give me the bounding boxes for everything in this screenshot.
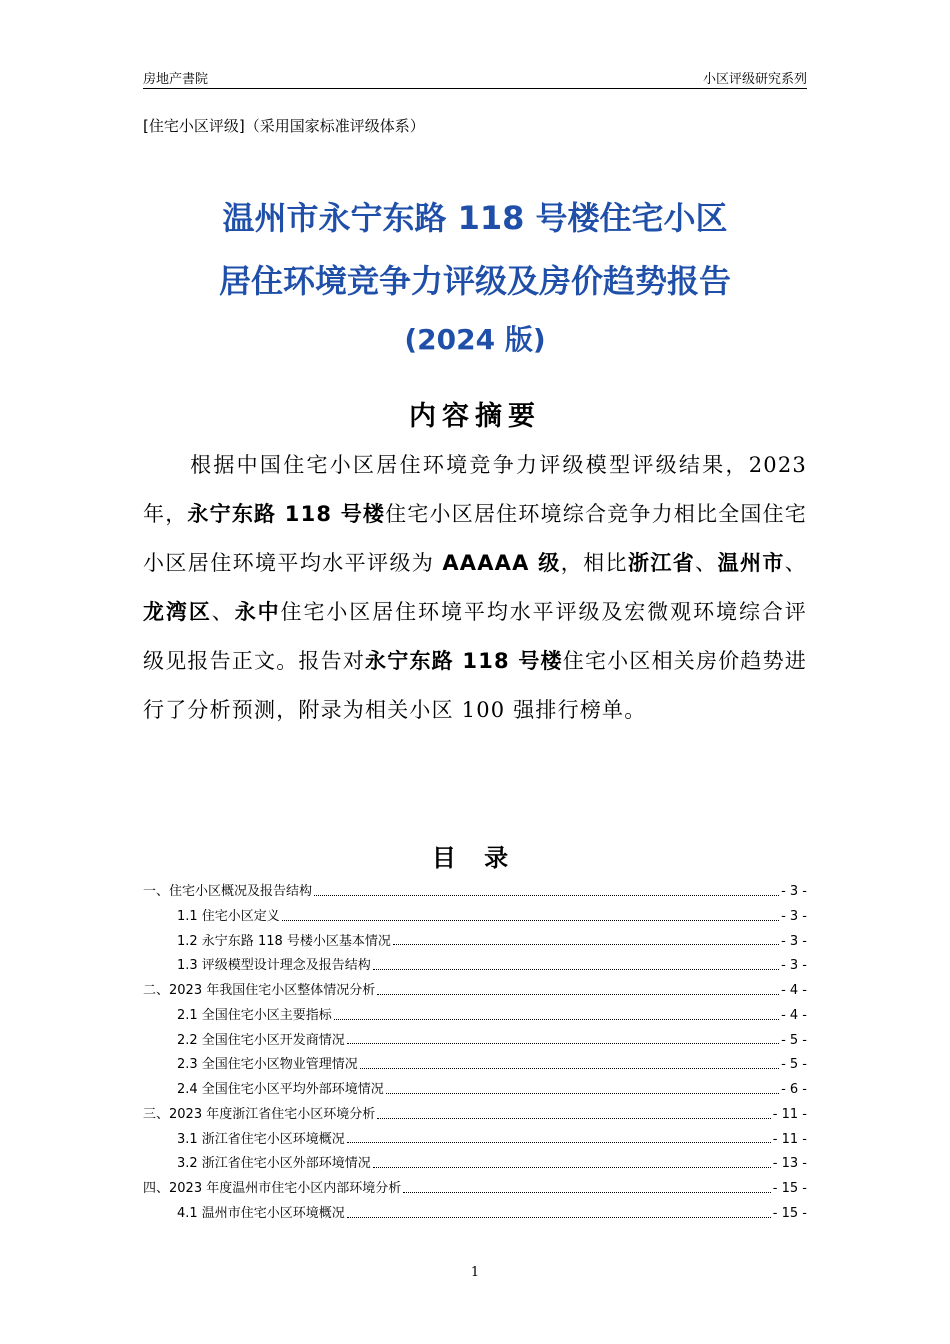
toc-entry-label: 3.2 浙江省住宅小区外部环境情况 — [177, 1156, 371, 1172]
toc-entry-page: - 11 - — [772, 1131, 807, 1147]
toc-entry[interactable] — [143, 1177, 807, 1202]
abstract-text: 住宅小区相关房价趋势进行了分析预测，附录为相关小区 100 强排行榜单。 — [143, 649, 807, 722]
toc-entry[interactable] — [143, 905, 807, 930]
toc-entry-page: - 5 - — [781, 1032, 807, 1048]
toc-leader-dots — [282, 920, 779, 921]
toc-leader-dots — [314, 895, 779, 896]
header-series: 小区评级研究系列 — [702, 72, 807, 87]
toc-entry-label: 2.4 全国住宅小区平均外部环境情况 — [177, 1082, 384, 1097]
toc-entry-label: 3.1 浙江省住宅小区环境概况 — [177, 1131, 345, 1147]
toc-entry[interactable] — [143, 1202, 807, 1227]
toc-leader-dots — [393, 944, 779, 945]
toc-leader-dots — [347, 1217, 771, 1218]
abstract-heading: 内容摘要 — [409, 401, 541, 432]
toc-leader-dots — [377, 994, 779, 995]
toc-entry-page: - 4 - — [781, 983, 807, 998]
toc-leader-dots — [373, 1167, 771, 1168]
toc-entry-page: - 6 - — [781, 1082, 807, 1097]
toc-heading: 目 录 — [431, 844, 519, 872]
toc-entry[interactable] — [143, 1128, 807, 1153]
toc-leader-dots — [386, 1093, 779, 1094]
abstract-highlight: 永宁东路 118 号楼 — [187, 502, 386, 526]
toc-entry-label: 三、2023 年度浙江省住宅小区环境分析 — [143, 1106, 376, 1122]
toc-leader-dots — [377, 1118, 771, 1119]
toc-entry-label: 2.3 全国住宅小区物业管理情况 — [177, 1057, 358, 1073]
toc-entry-label: 四、2023 年度温州市住宅小区内部环境分析 — [143, 1181, 402, 1196]
toc-entry-page: - 3 - — [781, 958, 807, 974]
abstract-text: 、 — [695, 551, 718, 575]
abstract-text: 、 — [784, 551, 807, 575]
abstract-text: 住宅小区居住环境综合竞争力相比全国住宅小区居住环境平均水平评级为 — [143, 502, 807, 575]
toc-entry[interactable] — [143, 1053, 807, 1078]
toc-entry[interactable] — [143, 1029, 807, 1054]
toc-entry-label: 1.1 住宅小区定义 — [177, 908, 280, 924]
toc-entry[interactable] — [143, 954, 807, 979]
toc-entry-page: - 3 - — [781, 908, 807, 924]
toc-entry-label: 1.3 评级模型设计理念及报告结构 — [177, 958, 371, 974]
abstract-body — [143, 441, 807, 735]
abstract-text: ，相比 — [560, 551, 628, 575]
toc-entry-page: - 3 - — [781, 933, 807, 949]
abstract-text: 、 — [211, 600, 235, 624]
toc-entry-page: - 13 - — [772, 1156, 807, 1172]
toc-entry-page: - 15 - — [772, 1205, 807, 1221]
toc-leader-dots — [334, 1019, 779, 1020]
toc-entry-label: 1.2 永宁东路 118 号楼小区基本情况 — [177, 933, 391, 949]
toc-entry[interactable] — [143, 1103, 807, 1128]
toc-entry[interactable] — [143, 1004, 807, 1029]
toc-entry-page: - 11 - — [772, 1106, 807, 1122]
toc-leader-dots — [373, 969, 779, 970]
toc-entry-label: 一、住宅小区概况及报告结构 — [143, 884, 313, 899]
header-publisher: 房地产書院 — [143, 72, 209, 87]
toc-entry[interactable] — [143, 880, 807, 905]
toc-entry-page: - 15 - — [772, 1181, 807, 1196]
page-number: 1 — [470, 1265, 480, 1280]
toc-entry-label: 4.1 温州市住宅小区环境概况 — [177, 1205, 345, 1221]
toc-entry-label: 2.2 全国住宅小区开发商情况 — [177, 1032, 345, 1048]
toc-entry[interactable] — [143, 1152, 807, 1177]
toc-leader-dots — [403, 1192, 771, 1193]
abstract-text: 住宅小区居住环境平均水平评级及宏微观环境综合评级见报告正文。报告对 — [143, 600, 807, 673]
toc-entry-label: 2.1 全国住宅小区主要指标 — [177, 1007, 332, 1023]
abstract-highlight: 永中 — [234, 600, 281, 624]
toc-entry-page: - 3 - — [781, 884, 807, 899]
toc-entry[interactable] — [143, 979, 807, 1004]
toc-entry-page: - 5 - — [781, 1057, 807, 1073]
page-header — [143, 66, 807, 89]
abstract-highlight: 温州市 — [717, 551, 785, 575]
toc-leader-dots — [347, 1142, 771, 1143]
table-of-contents — [143, 880, 807, 1227]
toc-entry[interactable] — [143, 930, 807, 955]
toc-entry[interactable] — [143, 1078, 807, 1103]
abstract-highlight: 浙江省 — [627, 551, 696, 575]
abstract-text: 根据中国住宅小区居住环境竞争力评级模型评级结果，2023 年， — [143, 453, 807, 526]
toc-leader-dots — [347, 1043, 779, 1044]
report-title-line1: 温州市永宁东路 118 号楼住宅小区 — [222, 199, 728, 237]
toc-entry-label: 二、2023 年我国住宅小区整体情况分析 — [143, 983, 376, 998]
abstract-highlight: AAAAA 级 — [442, 551, 561, 575]
toc-entry-page: - 4 - — [781, 1007, 807, 1023]
abstract-highlight: 龙湾区 — [143, 600, 212, 624]
report-edition: (2024 版) — [404, 323, 546, 356]
report-title-line2: 居住环境竞争力评级及房价趋势报告 — [218, 262, 731, 300]
abstract-highlight: 永宁东路 118 号楼 — [365, 649, 563, 673]
report-category-tag: [住宅小区评级]（采用国家标准评级体系） — [143, 117, 425, 135]
toc-leader-dots — [360, 1068, 779, 1069]
